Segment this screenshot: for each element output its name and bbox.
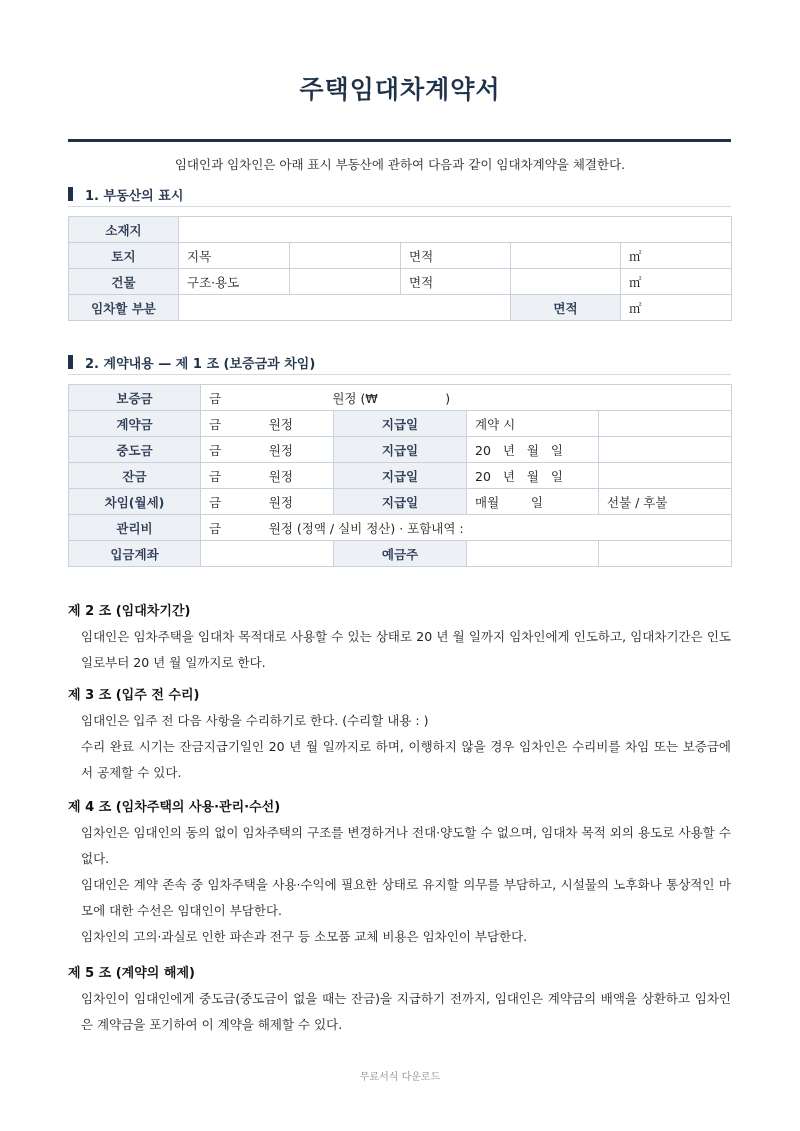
down-pay-date-field[interactable]: 계약 시 (467, 411, 599, 437)
balance-label: 잔금 (69, 463, 201, 489)
land-area-unit: ㎡ (621, 243, 732, 269)
land-type-label: 지목 (179, 243, 290, 269)
location-field[interactable] (179, 217, 732, 243)
rent-part-label: 임차할 부분 (69, 295, 179, 321)
deposit-label: 보증금 (69, 385, 201, 411)
middle-payment-field[interactable]: 금 원정 (201, 437, 334, 463)
land-type-field[interactable] (290, 243, 401, 269)
account-field[interactable] (201, 541, 334, 567)
article-heading: 제 4 조 (임차주택의 사용·관리·수선) (68, 800, 281, 815)
rent-part-field[interactable] (179, 295, 511, 321)
management-fee-label: 관리비 (69, 515, 201, 541)
land-area-field[interactable] (511, 243, 621, 269)
deposit-field[interactable]: 금 원정 (₩ ) (201, 385, 732, 411)
down-payment-label: 계약금 (69, 411, 201, 437)
monthly-rent-field[interactable]: 금 원정 (201, 489, 334, 515)
down-extra-field[interactable] (599, 411, 732, 437)
land-label: 토지 (69, 243, 179, 269)
rent-part-area-label: 면적 (511, 295, 621, 321)
section-marker (68, 187, 73, 201)
article-heading: 제 5 조 (계약의 해제) (68, 966, 195, 981)
building-area-field[interactable] (511, 269, 621, 295)
management-fee-field[interactable]: 금 원정 (정액 / 실비 정산) · 포함내역 : (201, 515, 732, 541)
contract-table (68, 384, 732, 567)
structure-label: 구조·용도 (179, 269, 290, 295)
balance-field[interactable]: 금 원정 (201, 463, 334, 489)
article-paragraph: 수리 완료 시기는 잔금지급기일인 20 년 월 일까지로 하며, 이행하지 않을 경우 임차인은 수리비를 차임 또는 보증금에서 공제할 수 있다. (81, 739, 731, 780)
middle-pay-date-label: 지급일 (334, 437, 467, 463)
balance-pay-date-label: 지급일 (334, 463, 467, 489)
structure-field[interactable] (290, 269, 401, 295)
article-paragraph: 임대인은 임차주택을 임대차 목적대로 사용할 수 있는 상태로 20 년 월 일까지 임차인에게 인도하고, 임대차기간은 인도일로부터 20 년 월 일까지로 한다. (81, 629, 731, 670)
article-heading: 제 2 조 (임대차기간) (68, 604, 191, 619)
article-paragraph: 임대인은 계약 존속 중 임차주택을 사용·수익에 필요한 상태로 유지할 의무를 부담하고, 시설물의 노후화나 통상적인 마모에 대한 수선은 임대인이 부담한다. (81, 877, 731, 918)
building-area-unit: ㎡ (621, 269, 732, 295)
land-area-label: 면적 (401, 243, 511, 269)
middle-pay-date-field[interactable]: 20 년 월 일 (467, 437, 599, 463)
article-termination (68, 962, 731, 1038)
rent-pay-date-label: 지급일 (334, 489, 467, 515)
middle-extra-field[interactable] (599, 437, 732, 463)
monthly-rent-label: 차임(월세) (69, 489, 201, 515)
article-heading: 제 3 조 (입주 전 수리) (68, 688, 200, 703)
down-payment-field[interactable]: 금 원정 (201, 411, 334, 437)
property-table (68, 216, 732, 321)
section-heading-contract: 2. 계약내용 — 제 1 조 (보증금과 차임) (68, 352, 731, 375)
intro-text: 임대인과 임차인은 아래 표시 부동산에 관하여 다음과 같이 임대차계약을 체결한다. (174, 157, 626, 172)
balance-pay-date-field[interactable]: 20 년 월 일 (467, 463, 599, 489)
article-term (68, 600, 731, 676)
middle-payment-label: 중도금 (69, 437, 201, 463)
section-marker (68, 355, 73, 369)
rent-pay-date-field[interactable]: 매월 일 (467, 489, 599, 515)
article-repair (68, 684, 731, 786)
document-title: 주택임대차계약서 (299, 75, 501, 104)
article-paragraph: 임차인의 고의·과실로 인한 파손과 전구 등 소모품 교체 비용은 임차인이 부담한다. (81, 929, 528, 944)
title-divider (68, 139, 731, 142)
section-heading-property: 1. 부동산의 표시 (68, 184, 731, 207)
rent-pay-type-field[interactable]: 선불 / 후불 (599, 489, 732, 515)
article-paragraph: 임차인은 임대인의 동의 없이 임차주택의 구조를 변경하거나 전대·양도할 수 없으며, 임대차 목적 외의 용도로 사용할 수 없다. (81, 825, 731, 866)
article-paragraph: 임대인은 입주 전 다음 사항을 수리하기로 한다. (수리할 내용 : ) (81, 713, 429, 728)
account-extra-field[interactable] (599, 541, 732, 567)
location-label: 소재지 (69, 217, 179, 243)
down-pay-date-label: 지급일 (334, 411, 467, 437)
account-label: 입금계좌 (69, 541, 201, 567)
balance-extra-field[interactable] (599, 463, 732, 489)
rent-part-area-unit: ㎡ (621, 295, 732, 321)
article-use-maintenance (68, 796, 731, 950)
building-label: 건물 (69, 269, 179, 295)
article-paragraph: 임차인이 임대인에게 중도금(중도금이 없을 때는 잔금)을 지급하기 전까지, 임대인은 계약금의 배액을 상환하고 임차인은 계약금을 포기하여 이 계약을 해제할 수 있다. (81, 991, 731, 1032)
footer-text: 무료서식 다운로드 (359, 1072, 441, 1083)
building-area-label: 면적 (401, 269, 511, 295)
account-holder-field[interactable] (467, 541, 599, 567)
account-holder-label: 예금주 (334, 541, 467, 567)
